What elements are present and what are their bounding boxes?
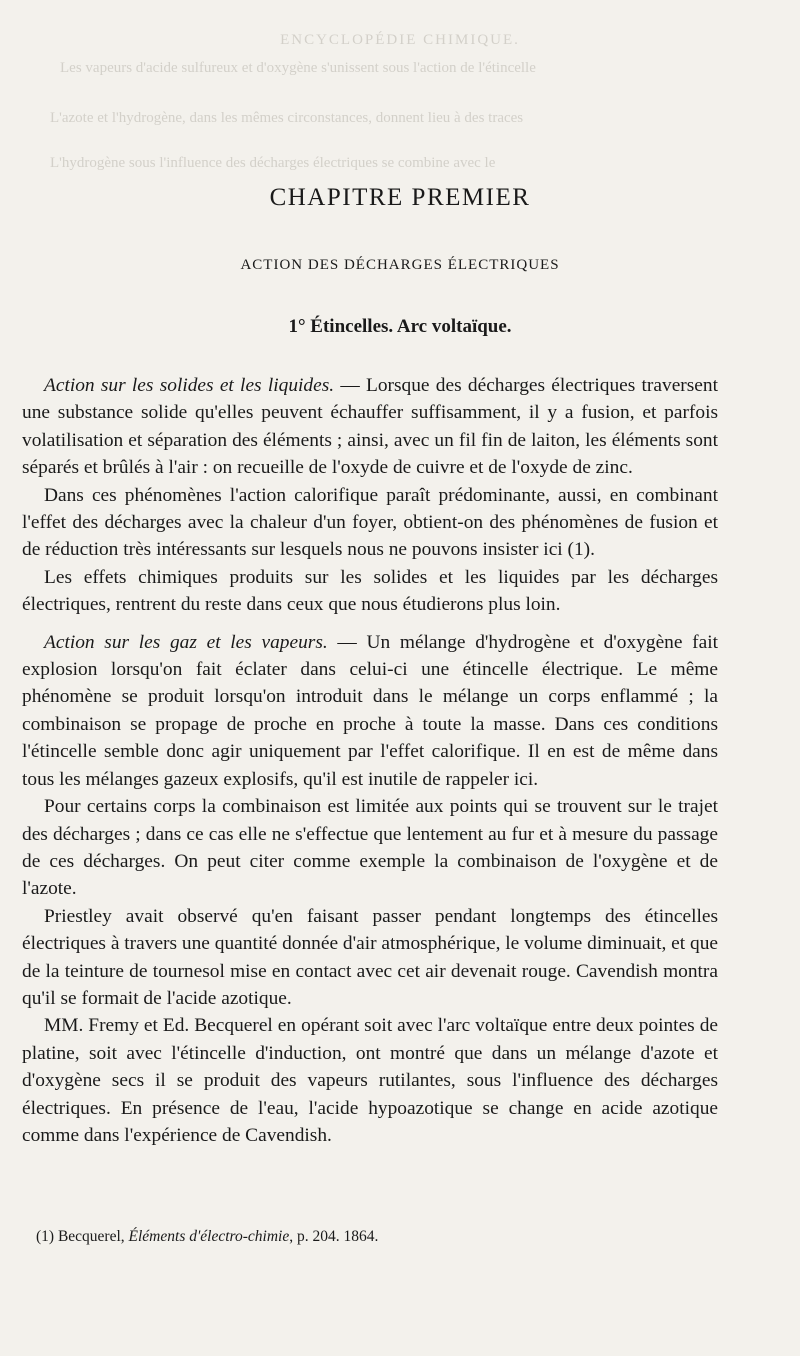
footnote-marker: (1) [36,1228,55,1245]
paragraph-text: — Un mélange d'hydrogène et d'oxygène fait explosion lorsqu'on fait éclater dans celui-ci une étincelle électrique. Le même phénomène se produit lorsqu'on introduit dans le mélange un corps enflammé ; la combinaison se propage de proche en proche à toute la masse. Dans ces conditions l'étincelle semble donc agir uniquement par l'effet calorifique. Il en est de même dans tous les mélanges gazeux explosifs, qu'il est inutile de rappeler ici. [22,631,718,790]
footnote-details: , p. 204. 1864. [289,1228,379,1245]
bleed-through-line: Les vapeurs d'acide sulfureux et d'oxygène s'unissent sous l'action de l'étincelle [60,60,536,76]
paragraph [22,372,718,482]
paragraph: Pour certains corps la combinaison est limitée aux points qui se trouvent sur le trajet des décharges ; dans ce cas elle ne s'effectue que lentement au fur et à mesure du passage de ces décharges. On peut citer comme exemple la combinaison de l'oxygène et de l'azote. [22,796,718,900]
paragraph: Priestley avait observé qu'en faisant passer pendant longtemps des étincelles électriques à travers une quantité donnée d'air atmosphérique, le volume diminuait, et que de la teinture de tournesol mise en contact avec cet air devenait rouge. Cavendish montra qu'il se formait de l'acide azotique. [22,905,718,1009]
subsection-title: 1° Étincelles. Arc voltaïque. [288,316,512,337]
footnote-work: Éléments d'électro-chimie [128,1228,290,1245]
paragraph: MM. Fremy et Ed. Becquerel en opérant soit avec l'arc voltaïque entre deux pointes de platine, soit avec l'étincelle d'induction, ont montré que dans un mélange d'azote et d'oxygène secs il se produit des vapeurs rutilantes, sous l'influence des décharges électriques. En présence de l'eau, l'acide hypoazotique se change en acide azotique comme dans l'expérience de Cavendish. [22,1015,718,1146]
paragraph-lead: Action sur les gaz et les vapeurs. [44,631,328,653]
paragraph: Dans ces phénomènes l'action calorifique paraît prédominante, aussi, en combinant l'effet des décharges avec la chaleur d'un foyer, obtient-on des phénomènes de fusion et de réduction très intéressants sur lesquels nous ne pouvons insister ici (1). [22,484,718,561]
footnote [36,1228,716,1246]
footnote-author: Becquerel, [54,1228,129,1245]
bleed-through-line: L'hydrogène sous l'influence des décharges électriques se combine avec le [50,155,496,171]
bleed-through-line: L'azote et l'hydrogène, dans les mêmes circonstances, donnent lieu à des traces [50,110,524,126]
section-title: ACTION DES DÉCHARGES ÉLECTRIQUES [240,257,560,273]
body-text [22,372,718,1149]
paragraph-text: — Lorsque des décharges électriques traversent une substance solide qu'elles peuvent échauffer suffisamment, il y a fusion, et parfois volatilisation et séparation des éléments ; ainsi, avec un fil fin de laiton, les éléments sont séparés et brûlés à l'air : on recueille de l'oxyde de cuivre et de l'oxyde de zinc. [22,375,718,479]
paragraph [22,629,718,793]
bleed-through-header: ENCYCLOPÉDIE CHIMIQUE. [280,32,520,48]
paragraph: Les effets chimiques produits sur les solides et les liquides par les décharges électriques, rentrent du reste dans ceux que nous étudierons plus loin. [22,566,718,616]
paragraph-lead: Action sur les solides et les liquides. [44,375,335,396]
chapter-title: CHAPITRE PREMIER [269,184,531,211]
